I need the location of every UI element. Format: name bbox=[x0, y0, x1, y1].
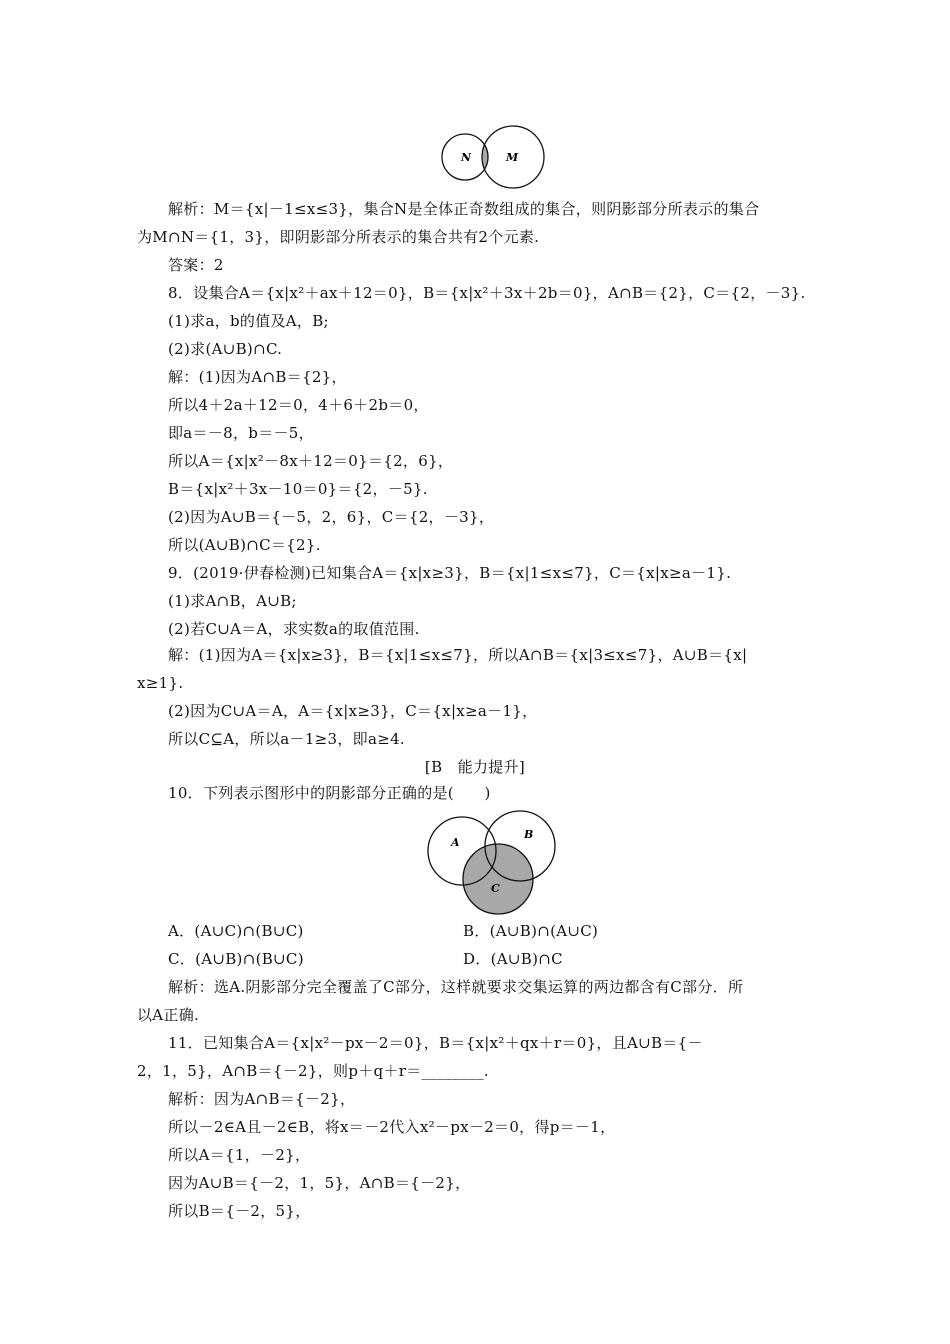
question-8: 8．设集合A＝{x|x²＋ax＋12＝0}，B＝{x|x²＋3x＋2b＝0}，A∩B＝{2}，C＝{2，－3}. bbox=[168, 284, 806, 302]
text-line: 答案：2 bbox=[168, 256, 224, 274]
text-line: (1)求A∩B，A∪B; bbox=[168, 592, 297, 610]
venn-diagram-a-b-c bbox=[424, 806, 560, 916]
text-line: 为M∩N＝{1，3}，即阴影部分所表示的集合共有2个元素. bbox=[137, 228, 540, 246]
text-line: 解析：M＝{x|－1≤x≤3}，集合N是全体正奇数组成的集合，则阴影部分所表示的集合 bbox=[168, 200, 760, 218]
question-9: 9．(2019·伊春检测)已知集合A＝{x|x≥3}，B＝{x|1≤x≤7}，C＝{x|x≥a－1}. bbox=[168, 564, 732, 582]
venn-label-b: B bbox=[524, 828, 534, 841]
venn-circle-c-shaded bbox=[463, 844, 533, 914]
text-line: 以A正确. bbox=[137, 1006, 200, 1024]
text-line: (2)求(A∪B)∩C. bbox=[168, 340, 283, 358]
venn-label-m: M bbox=[506, 151, 519, 164]
text-line: 解：(1)因为A∩B＝{2}， bbox=[168, 368, 347, 386]
venn-label-n: N bbox=[461, 151, 472, 164]
text-line: x≥1}. bbox=[137, 674, 184, 692]
text-line: (2)因为C∪A＝A，A＝{x|x≥3}，C＝{x|x≥a－1}， bbox=[168, 702, 538, 720]
text-line: 所以(A∪B)∩C＝{2}. bbox=[168, 536, 321, 554]
option-d: D．(A∪B)∩C bbox=[463, 950, 563, 968]
venn-label-a: A bbox=[451, 836, 460, 849]
text-line: (2)因为A∪B＝{－5，2，6}，C＝{2，－3}， bbox=[168, 508, 495, 526]
option-a: A．(A∪C)∩(B∪C) bbox=[168, 922, 304, 940]
text-line: 所以A＝{x|x²－8x＋12＝0}＝{2，6}， bbox=[168, 452, 454, 470]
venn-diagram-n-m bbox=[436, 122, 548, 192]
text-line: B＝{x|x²＋3x－10＝0}＝{2，－5}. bbox=[168, 480, 428, 498]
text-line: (2)若C∪A＝A，求实数a的取值范围. bbox=[168, 620, 420, 638]
text-line: 即a＝－8，b＝－5， bbox=[168, 424, 314, 442]
text-line: 所以－2∈A且－2∈B，将x＝－2代入x²－px－2＝0，得p＝－1， bbox=[168, 1118, 616, 1136]
text-line: 所以C⊆A，所以a－1≥3，即a≥4. bbox=[168, 730, 405, 748]
question-10: 10．下列表示图形中的阴影部分正确的是( ) bbox=[168, 784, 491, 802]
text-line: 所以A＝{1，－2}， bbox=[168, 1146, 311, 1164]
section-heading: [B 能力提升] bbox=[424, 758, 526, 776]
option-b: B．(A∪B)∩(A∪C) bbox=[463, 922, 599, 940]
venn-label-c: C bbox=[491, 882, 500, 895]
text-line: 2，1，5}，A∩B＝{－2}，则p＋q＋r＝________. bbox=[137, 1062, 489, 1080]
text-line: 解析：选A.阴影部分完全覆盖了C部分，这样就要求交集运算的两边都含有C部分．所 bbox=[168, 978, 744, 996]
text-line: 解：(1)因为A＝{x|x≥3}，B＝{x|1≤x≤7}，所以A∩B＝{x|3≤x≤7}，A∪B＝{x| bbox=[168, 646, 748, 664]
option-c: C．(A∪B)∩(B∪C) bbox=[168, 950, 304, 968]
text-line: 所以B＝{－2，5}， bbox=[168, 1202, 311, 1220]
text-line: 解析：因为A∩B＝{－2}， bbox=[168, 1090, 356, 1108]
question-11: 11．已知集合A＝{x|x²－px－2＝0}，B＝{x|x²＋qx＋r＝0}，且A∪B＝{－ bbox=[168, 1034, 703, 1052]
text-line: 所以4＋2a＋12＝0，4＋6＋2b＝0， bbox=[168, 396, 429, 414]
text-line: (1)求a，b的值及A，B; bbox=[168, 312, 329, 330]
text-line: 因为A∪B＝{－2，1，5}，A∩B＝{－2}， bbox=[168, 1174, 471, 1192]
